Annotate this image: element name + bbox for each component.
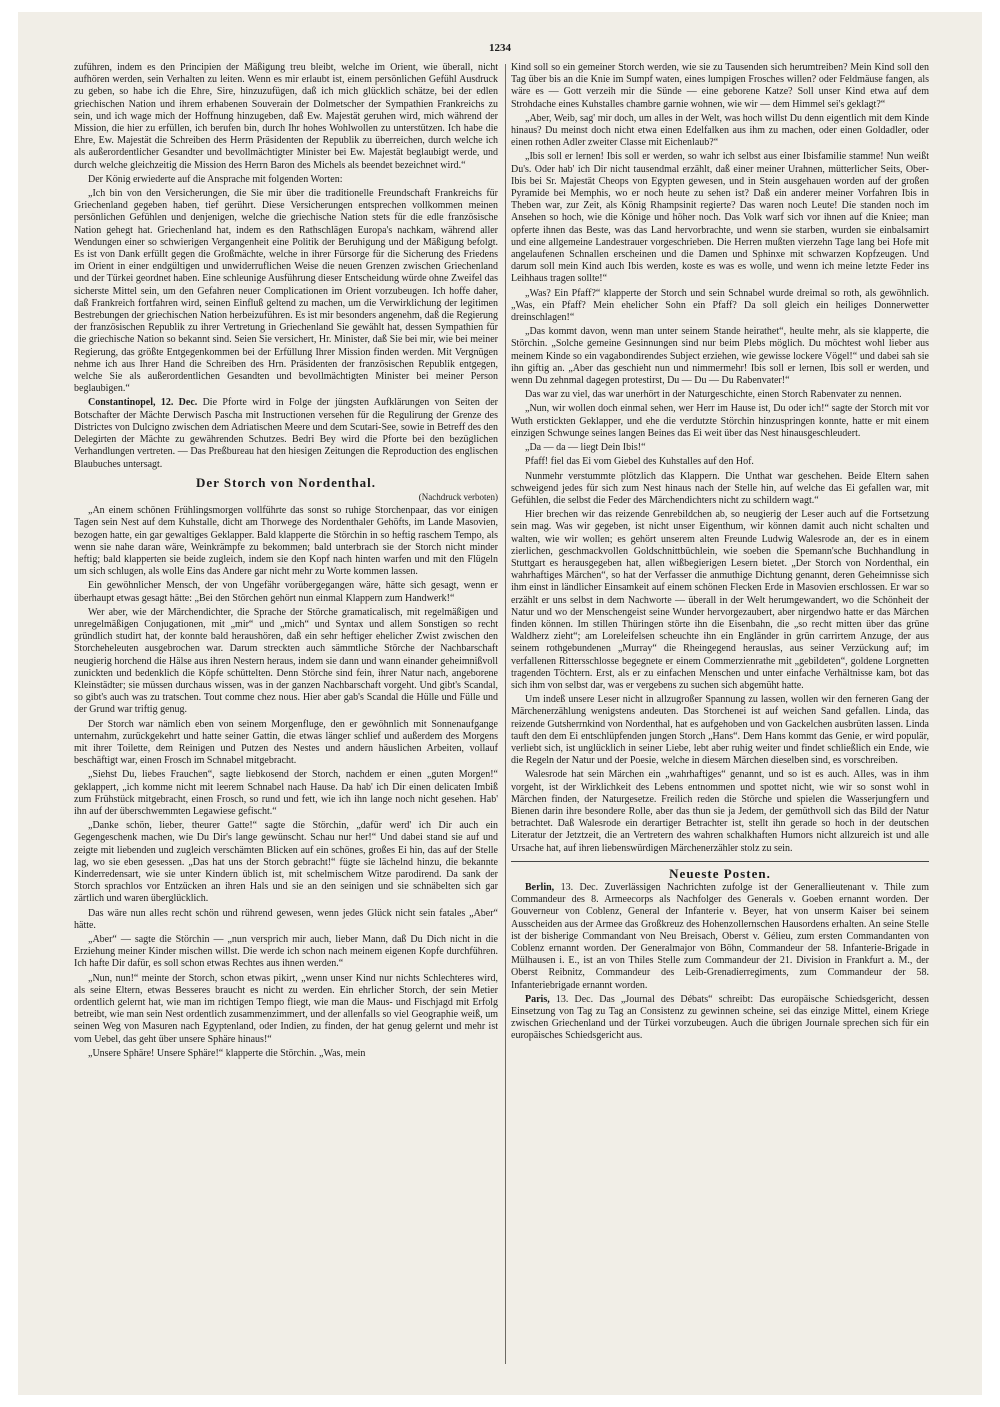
story-paragraph: „Danke schön, lieber, theurer Gatte!“ sagte die Störchin, „dafür werd' ich Dir auch ein Gegengeschenk machen, wie Du Dir's lange gewünscht. Schau nur her!“ Und dabei stand sie auf und zeigte mit liebenden und zugleich verschämten Blicken auf ein schönes, großes Ei hin, das auf der Stelle lag, wo sie eben gesessen. „Das hat uns der Storch gebracht!“ fügte sie lächelnd hinzu, die bekannte Kinderredensart, wie sie unter Kindern üblich ist, mit schelmischem Witze parodirend. Da sank der Storch sprachlos vor Entzücken an ihren Hals und sie an den seinigen und sie schnäbelten sich gar zärtlich und waren überglücklich. bbox=[74, 820, 498, 905]
story-paragraph: Ein gewöhnlicher Mensch, der von Ungefähr vorübergegangen wäre, hätte sich gesagt, wenn er überhaupt etwas gesagt hätte: „Bei den Störchen gehört nun einmal Klappern zum Handwerk!“ bbox=[74, 580, 498, 604]
review-paragraph: Hier brechen wir das reizende Genrebildchen ab, so neugierig der Leser auch auf die Fortsetzung sein mag. Was wir gegeben, ist nicht unser Eigenthum, wir können damit auch nicht schalten und walten, wie wir wollen; es gehört unserem alten Freunde Ludwig Walesrode an, der es in einem zierlichen, geschmackvollen Goldschnittbüchlein, wie soeben die Spemann'sche Buchhandlung in Stuttgart es herausgegeben hat, allen wißbegierigen Lesern bietet. „Der Storch von Nordenthal, ein wahrhaftiges Märchen“, so hat der Verfasser die anmuthige Dichtung genannt, deren Geheimnisse sich ihm einst in ländlicher Einsamkeit auf einem schönen Flecken Erde in Masovien erschlossen. Er war so erzählt er uns selbst in dem Nachworte — überall in der Welt herumgewandert, wo die Schönheit der Natur und wo der Menschengeist seine Wunder hervorgezaubert, aber nirgendwo hatte er das Märchen finden können. Im stillen Thüringen störte ihn die Eisenbahn, die „so recht mitten über das grüne Waldherz zieht“; am Loreleifelsen scheuchte ihn ein Engländer in grün carrirtem Anzuge, der aus seinem rothgebundenen „Murray“ die Rheingegend herauslas, aus seiner Verzückung auf; im verfallenen Rittersschlosse begegnete er einem Commerzienrathe mit „gebildeten“, goldene Lorgnetten tragenden Töchtern. Erst, als er zu einfachen Menschen und unter einfache Verhältnisse kam, bot das sich ihm von selbst dar, was er vergebens zu suchen sich abgemüht hatte. bbox=[511, 509, 929, 691]
news-text: Die Pforte wird in Folge der jüngsten Aufklärungen von Seiten der Botschafter der Mächte Derwisch Pascha mit Instructionen versehen für die Regulirung der Grenze des Districtes von Dulcigno zwischen dem Adriatischen Meere und dem Scutari-See, sowie in Betreff des den Delegirten der Mächte zu gewährenden Schutzes. Bedri Bey wird die Pforte bei den bezüglichen Verhandlungen vertreten. — Das Preßbureau hat den hiesigen Zeitungen die Reproduction des englischen Blaubuches untersagt. bbox=[74, 397, 498, 470]
news-text: 13. Dec. Das „Journal des Débats“ schreibt: Das europäische Schiedsgericht, dessen Einsetzung von Tag zu Tag an Consistenz zu gewinnen scheine, sei das einzige Mittel, einem Kriege zwischen Griechenland und der Türkei vorzubeugen. Auch die übrigen Journale sprechen sich für ein europäisches Schiedsgericht aus. bbox=[511, 993, 929, 1042]
column-divider bbox=[505, 64, 506, 1364]
news-item-berlin bbox=[511, 882, 929, 992]
story-paragraph: Der Storch war nämlich eben von seinem Morgenfluge, den er gewöhnlich mit Sonnenaufgange unternahm, zurückgekehrt und hatte seiner Gattin, die etwas länger schlief und außerdem des Morgens mit ihrer Toilette, dem Reinigen und Putzen des Nestes und andern häuslichen Arbeiten, vollauf beschäftigt war, einen Frosch im Schnabel mitgebracht. bbox=[74, 718, 498, 767]
feuilleton-heading: Der Storch von Nordenthal. bbox=[195, 474, 377, 490]
story-paragraph: „Nun, wir wollen doch einmal sehen, wer Herr im Hause ist, Du oder ich!“ sagte der Storch mit vor Wuth erstickten Geklapper, und ehe die verdutzte Störchin hinzuspringen konnte, hatte er mit einem einzigen Schwunge seines langen Beines das Ei weit über das Nest hinausgeschleudert. bbox=[511, 403, 929, 439]
story-paragraph: Kind soll so ein gemeiner Storch werden, wie sie zu Tausenden sich herumtreiben? Mein Kind soll den Tag über bis an die Knie im Sumpf waten, eines lumpigen Frosches willen? oder Feldmäuse fangen, als wäre es — Gott verzeih mir die Sünde — eine geborene Katze? Soll unser Kind etwa auf dem Strohdache eines Kuhstalles chambre garnie wohnen, wie wir — dem Himmel sei's geklagt?“ bbox=[511, 62, 929, 110]
left-column bbox=[74, 62, 498, 1382]
story-paragraph: Das war zu viel, das war unerhört in der Naturgeschichte, einen Storch Rabenvater zu nennen. bbox=[525, 389, 902, 401]
news-item-constantinopel bbox=[74, 397, 498, 470]
story-paragraph: „Nun, nun!“ meinte der Storch, schon etwas pikirt, „wenn unser Kind nur nichts Schlechteres wird, als seine Eltern, etwas Besseres braucht es nicht zu werden. Ein ehrlicher Storch, der sein Metier ordentlich gelernt hat, wie man im richtigen Tempo fliegt, wie man die Maus- und Fischjagd mit Erfolg betreibt, wie man sein Nest ordentlich zusammenzimmert, und der allenfalls so viel Geographie weiß, um seinen Weg von Masuren nach Egyptenland, oder Indien, zu finden, der hat genug gelernt und mehr ist vom Uebel, das geht über unsere Sphäre hinaus!“ bbox=[74, 972, 498, 1045]
story-paragraph: „Ibis soll er lernen! Ibis soll er werden, so wahr ich selbst aus einer Ibisfamilie stamme! Nun weißt Du's. Oder hab' ich Dir nicht tausendmal erzählt, daß einer meiner Urahnen, mütterlicher Seits, Ober-Ibis bei Sr. Majestät Cheops von Egypten gewesen, und in Stein ausgehauen worden auf der großen Pyramide bei Memphis, wo er noch heute zu sehen ist? Daß ein anderer meiner Vorfahren Ibis in Theben war, zur Zeit, als König Rhampsinit regierte? Das waren noch Leute! Die standen noch im Ansehen so hoch, wie die Könige und höher noch. Das Volk warf sich vor ihnen auf die Kniee; man opferte ihnen das Beste, was das Land hervorbrachte, und wenn sie starben, wurden sie einbalsamirt und eine allgemeine Landestrauer vorgeschrieben. Die Herren mußten vierzehn Tage lang bei Hofe mit angelaufenen Schnallen erscheinen und die Damen und Sphinxe mit schwarzen Kopfzeugen. Und darum soll mein Kind auch Ibis werden, koste es was es wolle, und wenn ich meine letzte Feder ins Leihhaus tragen sollte!“ bbox=[511, 151, 929, 285]
article-paragraph: Der König erwiederte auf die Ansprache mit folgenden Worten: bbox=[88, 173, 343, 185]
dateline: Paris, bbox=[525, 993, 550, 1005]
article-paragraph: zuführen, indem es den Principien der Mäßigung treu bleibt, welche im Orient, wie überall, nicht aufhören werden, sein Verhalten zu leiten. Wenn es mir erlaubt ist, einem persönlichen Gefühl Ausdruck zu geben, so habe ich die Ehre, Sire, hinzuzufügen, daß ich mich glücklich schätze, bei der edlen griechischen Nation und ihrem erhabenen Souverain der Dolmetscher der Sympathien Frankreichs zu sein, und ich wage mich der Hoffnung hinzugeben, daß Ew. Majestät geruhen wird, mich während der Mission, die hier zu erfüllen, ich berufen bin, durch Ihr hohes Wohlwollen zu unterstützen. Ich habe die Ehre, Ew. Majestät die Schreiben des Herrn Präsidenten der Republik zu überreichen, durch welche ich als außerordentlicher Gesandter und bevollmächtigter Minister bei Ew. Majestät beglaubigt werde, und durch welche gleichzeitig die Mission des Herrn Baron des Michels als beendet bezeichnet wird.“ bbox=[74, 62, 498, 171]
right-column bbox=[511, 62, 929, 1372]
story-paragraph: „Das kommt davon, wenn man unter seinem Stande heirathet“, heulte mehr, als sie klapperte, die Störchin. „Solche gemeine Gesinnungen sind nur beim Plebs möglich. Du möchtest wohl lieber aus meinem Kinde so ein vagabondirendes Subject erziehen, wie gewisse lockere Vögel!“ und dabei sah sie ihn giftig an. „Aber das geschieht nun und nimmermehr! Ibis soll er lernen, Ibis soll er werden, und wenn Du zehnmal dagegen protestirst, Du — Du — Du Rabenvater!“ bbox=[511, 326, 929, 387]
review-paragraph: Walesrode hat sein Märchen ein „wahrhaftiges“ genannt, und so ist es auch. Alles, was in ihm vorgeht, ist der Wirklichkeit des Lebens entnommen und spottet nicht, wie wir so sonst wohl in Märchen finden, der Naturgesetze. Freilich reden die Störche und spielen die Wasserjungfern und Bienen darin ihre besondere Rolle, aber das thun sie ja Jedem, der gemüthvoll sich das Bild der Natur betrachtet. Daß Walesrode ein derartiger Betrachter ist, stellt ihn gerade so hoch in der deutschen Literatur der Jetztzeit, die an Vertretern des wahren schalkhaften Humors nicht allzureich ist und alle Ursache hat, auf ihren liebenswürdigen Märchenerzähler stolz zu sein. bbox=[511, 769, 929, 854]
story-paragraph: „An einem schönen Frühlingsmorgen vollführte das sonst so ruhige Storchenpaar, das vor einigen Tagen sein Nest auf dem Kuhstalle, dicht am Thorwege des Nordenthaler Gehöfts, im Lande Masovien, bezogen hatte, ein gar gewaltiges Geklapper. Bald klapperte die Störchin in so heftig raschem Tempo, als wenn sie nahe daran wäre, Weinkrämpfe zu bekommen; bald unterbrach sie der Storch nicht minder heftig; bald klapperten sie beide zugleich, indem sie den Kopf nach hinten warfen und mit den Flügeln um sich schlugen, als wolle Eins das Andere gar nicht mehr zu Worte kommen lassen. bbox=[74, 505, 498, 578]
latest-news-heading: Neueste Posten. bbox=[669, 865, 771, 881]
story-paragraph: „Aber“ — sagte die Störchin — „nun versprich mir auch, lieber Mann, daß Du Dich nicht in die Erziehung meiner Kinder mischen willst. Die werde ich schon nach meinem eigenen Kopfe durchführen. Ich hafte Dir dafür, es soll schon etwas Rechtes aus ihnen werden.“ bbox=[74, 934, 498, 970]
story-paragraph: Das wäre nun alles recht schön und rührend gewesen, wenn jedes Glück nicht sein fatales „Aber“ hätte. bbox=[74, 907, 498, 931]
story-paragraph: Wer aber, wie der Märchendichter, die Sprache der Störche gramaticalisch, mit regelmäßigen und unregelmäßigen Conjugationen, mit „mir“ und „mich“ und Syntax und allem Sonstigen so recht gründlich studirt hat, der konnte bald heraushören, daß ein sehr heftiger ehelicher Zwist zwischen den Storcheheleuten ausgebrochen war. Darum streckten auch sämmtliche Störche der Nachbarschaft neugierig horchend die Hälse aus ihren Nestern heraus, indem sie dann und wann einander geheimnißvoll zunickten und bedenklich die Köpfe schüttelten. Denn Störche sind fein, ihrer Natur nach, angeborene Kleinstädter; sie müssen durchaus wissen, was in der ganzen Nachbarschaft vorgeht. Und gibt's Scandal, so gibt's auch was zu tratschen. Tout comme chez nous. Hier aber gab's Scandal die Hülle und Fülle und der Grund war triftig genug. bbox=[74, 606, 498, 716]
story-paragraph: „Da — da — liegt Dein Ibis!“ bbox=[525, 442, 646, 454]
story-paragraph: Nunmehr verstummte plötzlich das Klappern. Die Unthat war geschehen. Beide Eltern sahen schweigend jedes für sich zum Nest hinaus nach der Stelle hin, auf welche das Ei gefallen war, mit Gefühlen, die selbst die Feder des Märchendichters nicht zu schildern wagt.“ bbox=[511, 470, 929, 506]
story-paragraph: „Aber, Weib, sag' mir doch, um alles in der Welt, was hoch willst Du denn eigentlich mit dem Kinde hinaus? Du meinst doch nicht etwa einen Edelfalken aus ihm zu machen, oder einen Goldadler, oder einen rothen Adler zweiter Classe mit Eichenlaub?“ bbox=[511, 112, 929, 149]
dateline: Constantinopel, 12. Dec. bbox=[88, 397, 198, 409]
article-paragraph: „Ich bin von den Versicherungen, die Sie mir über die traditionelle Freundschaft Frankreichs für Griechenland gegeben haben, tief gerührt. Diese Versicherungen entsprechen vollkommen meinen persönlichen Gefühlen und denjenigen, welche die griechische Nation stets für die edle französische Nation gehegt hat. Griechenland hat, indem es den Rathschlägen Europa's nachkam, während aller Wendungen einer so schwierigen Vergangenheit eine Politik der Beruhigung und der Mäßigung befolgt. Es ist von Dank erfüllt gegen die Großmächte, welche in ihrer Fürsorge für die Sicherung des Friedens im Orient in einer endgültigen und unwiderruflichen Weise die neuen Grenzen zwischen Griechenland und der Türkei geordnet haben. Eine schleunige Ausführung dieser Entscheidung würde ohne Zweifel das sicherste Mittel sein, um den Gefahren neuer Complicationen im Orient vorzubeugen. Ich hoffe daher, daß Frankreich fortfahren wird, seinen Einfluß geltend zu machen, um die Verwirklichung der legitimen Bestrebungen der griechischen Nation herbeizuführen. Es ist mir besonders angenehm, daß die Regierung der französischen Republik zu ihrer Vertretung in Griechenland Sie gewählt hat, dessen Sympathien für die griechische Nation so bekannt sind. Seien Sie versichert, Hr. Minister, daß Sie bei mir, wie bei meiner Regierung, das größte Entgegenkommen bei der Erfüllung Ihrer Mission finden werden. Mit Vergnügen nehme ich aus Ihrer Hand die Schreiben des Hrn. Präsidenten der französischen Republik entgegen, welche Sie als außerordentlichen Gesandten und bevollmächtigten Minister bei meiner Person beglaubigen.“ bbox=[74, 188, 498, 395]
page-number: 1234 bbox=[489, 42, 511, 54]
news-item-paris bbox=[511, 994, 929, 1043]
reprint-note: (Nachdruck verboten) bbox=[418, 491, 498, 502]
dateline: Berlin, bbox=[525, 882, 555, 893]
news-text: 13. Dec. Zuverlässigen Nachrichten zufolge ist der Generallieutenant v. Thile zum Commandeur des 8. Armeecorps als Nachfolger des Generals v. Goeben ernannt worden. Der Gouverneur von Coblenz, General der Infanterie v. Beyer, hat von unserm Kaiser bei seinem Ausscheiden aus der Armee das Großkreuz des Hohenzollernschen Hausordens erhalten. An seine Stelle ist der bisherige Commandant von Neu Breisach, Oberst v. Gélieu, zum ersten Commandanten von Coblenz ernannt worden. Der Generalmajor von Böhn, Commandeur der 58. Infanterie-Brigade in Mülhausen i. E., ist an von Thiles Stelle zum Commandeur der 21. Division in Frankfurt a. M., der Oberst Reibnitz, Commandeur des Leib-Grenadierregiments, zum Commandeur der 58. Infanteriebrigade ernannt worden. bbox=[511, 882, 929, 991]
newspaper-page bbox=[18, 12, 982, 1395]
story-paragraph: Pfaff! fiel das Ei vom Giebel des Kuhstalles auf den Hof. bbox=[525, 456, 754, 468]
story-paragraph: „Siehst Du, liebes Frauchen“, sagte liebkosend der Storch, nachdem er einen „guten Morgen!“ geklappert, „ich komme nicht mit leerem Schnabel nach Hause. Da hab' ich Dir einen delicaten Imbiß zum Frühstück mitgebracht, einen Frosch, so rund und fett, wie ich ihn lange noch nicht gesehen. Hab' ihn auf der überschwemmten Legawiese gefischt.“ bbox=[74, 769, 498, 817]
story-paragraph: „Unsere Sphäre! Unsere Sphäre!“ klapperte die Störchin. „Was, mein bbox=[88, 1047, 366, 1059]
review-paragraph: Um indeß unsere Leser nicht in allzugroßer Spannung zu lassen, wollen wir den ferneren Gang der Märchenerzählung wenigstens andeuten. Das Storchenei ist auf weichen Sand gefallen. Linda, das reizende Gutsherrnkind von Nordenthal, hat es aufgehoben und von Gackelchen ausbrüten lassen. Linda tauft den dem Ei entschlüpfenden jungen Storch „Hans“. Dem Hans kommt das Genie, er wird populär, verliebt sich, ist unglücklich in seiner Liebe, lebt aber ruhig weiter und findet schließlich ein Ende, wie die Regeln der Natur und der Poesie, welche in diesem Märchen dieselben sind, es vorschreiben. bbox=[511, 694, 929, 767]
story-paragraph: „Was? Ein Pfaff?“ klapperte der Storch und sein Schnabel wurde dreimal so roth, als gewöhnlich. „Was, ein Pfaff? Mein ehelicher Sohn ein Pfaff? Da soll gleich ein heiliges Donnerwetter dreinschlagen!“ bbox=[511, 287, 929, 324]
section-rule bbox=[511, 861, 929, 862]
